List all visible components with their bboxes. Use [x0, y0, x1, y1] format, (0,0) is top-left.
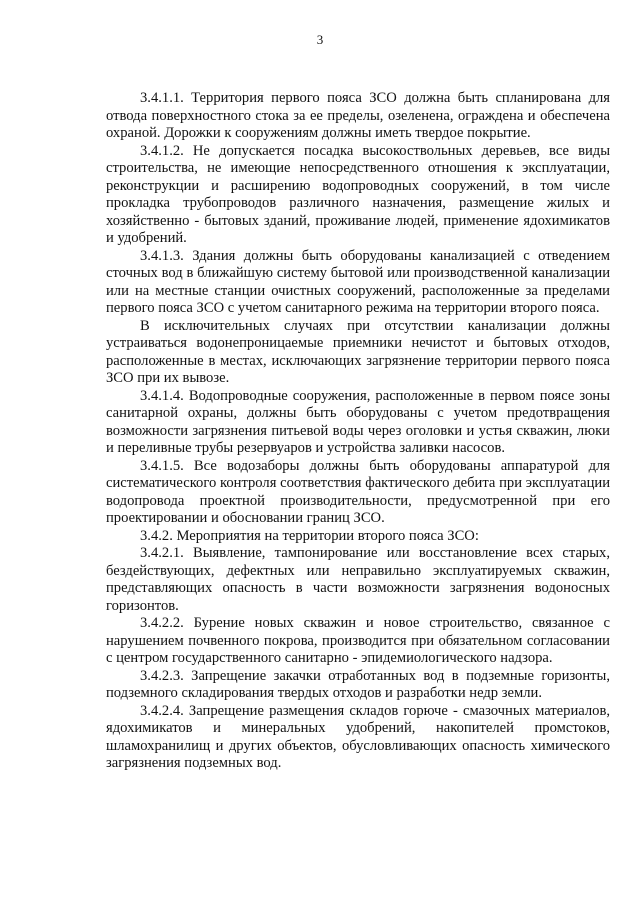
document-body — [106, 90, 610, 773]
paragraph-3-4-2-2: 3.4.2.2. Бурение новых скважин и новое строительство, связанное с нарушением почвенного покрова, производится при обязательном согласовании с центром государственного санитарно - эпидемиологического надзора. — [106, 615, 610, 666]
page-number: 3 — [316, 32, 324, 47]
paragraph-3-4-2-3: 3.4.2.3. Запрещение закачки отработанных вод в подземные горизонты, подземного складирования твердых отходов и разработки недр земли. — [106, 667, 610, 701]
paragraph-3-4-1-2: 3.4.1.2. Не допускается посадка высокоствольных деревьев, все виды строительства, не имеющие непосредственного отношения к эксплуатации, реконструкции и расширению водопроводных сооружений, в том числе прокладка трубопроводов различного назначения, размещение жилых и хозяйственно - бытовых зданий, проживание людей, применение ядохимикатов и удобрений. — [106, 142, 610, 246]
paragraph-3-4-1-3: 3.4.1.3. Здания должны быть оборудованы канализацией с отведением сточных вод в ближайшую систему бытовой или производственной канализации или на местные станции очистных сооружений, расположенные за пределами первого пояса ЗСО с учетом санитарного режима на территории второго пояса. — [106, 247, 610, 316]
paragraph-3-4-1-5: 3.4.1.5. Все водозаборы должны быть оборудованы аппаратурой для систематического контроля соответствия фактического дебита при эксплуатации водопровода проектной производительности, предусмотренной при его проектировании и обосновании границ ЗСО. — [106, 457, 610, 526]
paragraph-3-4-2: 3.4.2. Мероприятия на территории второго пояса ЗСО: — [140, 527, 479, 544]
paragraph-3-4-1-4: 3.4.1.4. Водопроводные сооружения, расположенные в первом поясе зоны санитарной охраны, должны быть оборудованы с учетом предотвращения возможности загрязнения питьевой воды через оголовки и устья скважин, люки и переливные трубы резервуаров и устройства заливки насосов. — [106, 387, 610, 456]
paragraph-3-4-1-1: 3.4.1.1. Территория первого пояса ЗСО должна быть спланирована для отвода поверхностного стока за ее пределы, озеленена, ограждена и обеспечена охраной. Дорожки к сооружениям должны иметь твердое покрытие. — [106, 90, 610, 141]
paragraph-3-4-2-4: 3.4.2.4. Запрещение размещения складов горюче - смазочных материалов, ядохимикатов и минеральных удобрений, накопителей промстоков, шламохранилищ и других объектов, обусловливающих опасность химического загрязнения подземных вод. — [106, 702, 610, 771]
paragraph-exceptional-cases: В исключительных случаях при отсутствии канализации должны устраиваться водонепроницаемые приемники нечистот и бытовых отходов, расположенные в местах, исключающих загрязнение территории первого пояса ЗСО при их вывозе. — [106, 317, 610, 386]
paragraph-3-4-2-1: 3.4.2.1. Выявление, тампонирование или восстановление всех старых, бездействующих, дефектных или неправильно эксплуатируемых скважин, представляющих опасность в части возможности загрязнения водоносных горизонтов. — [106, 545, 610, 614]
